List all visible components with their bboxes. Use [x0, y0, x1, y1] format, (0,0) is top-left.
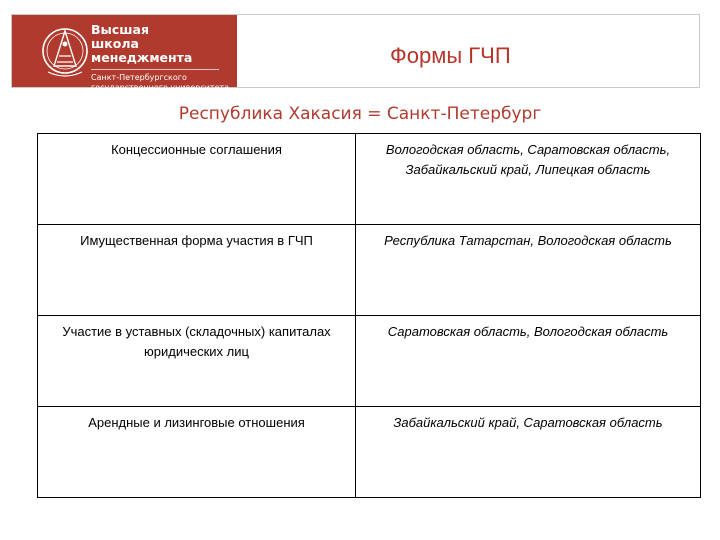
form-cell: Концессионные соглашения [38, 134, 356, 225]
logo-text [91, 23, 237, 93]
logo-line: школа менеджмента [91, 36, 193, 65]
regions-cell: Вологодская область, Саратовская область, Забайкальский край, Липецкая область [356, 134, 701, 225]
logo-subline: Санкт-Петербургского [91, 73, 187, 82]
logo-subline: государственного университета [91, 83, 230, 92]
table-row [38, 134, 701, 225]
form-cell: Участие в уставных (складочных) капиталах юридических лиц [38, 316, 356, 407]
header-bar [11, 14, 700, 92]
table-row [38, 407, 701, 498]
regions-cell: Республика Татарстан, Вологодская область [356, 225, 701, 316]
university-emblem-icon [40, 22, 90, 80]
logo-divider [91, 69, 219, 70]
logo [12, 15, 237, 92]
table-row [38, 316, 701, 407]
page-title: Формы ГЧП [390, 43, 511, 68]
logo-line: Высшая [91, 22, 149, 37]
forms-table [37, 133, 701, 498]
form-cell: Имущественная форма участия в ГЧП [38, 225, 356, 316]
form-cell: Арендные и лизинговые отношения [38, 407, 356, 498]
regions-cell: Забайкальский край, Саратовская область [356, 407, 701, 498]
subtitle: Республика Хакасия = Санкт-Петербург [178, 104, 542, 124]
regions-cell: Саратовская область, Вологодская область [356, 316, 701, 407]
table-row [38, 225, 701, 316]
